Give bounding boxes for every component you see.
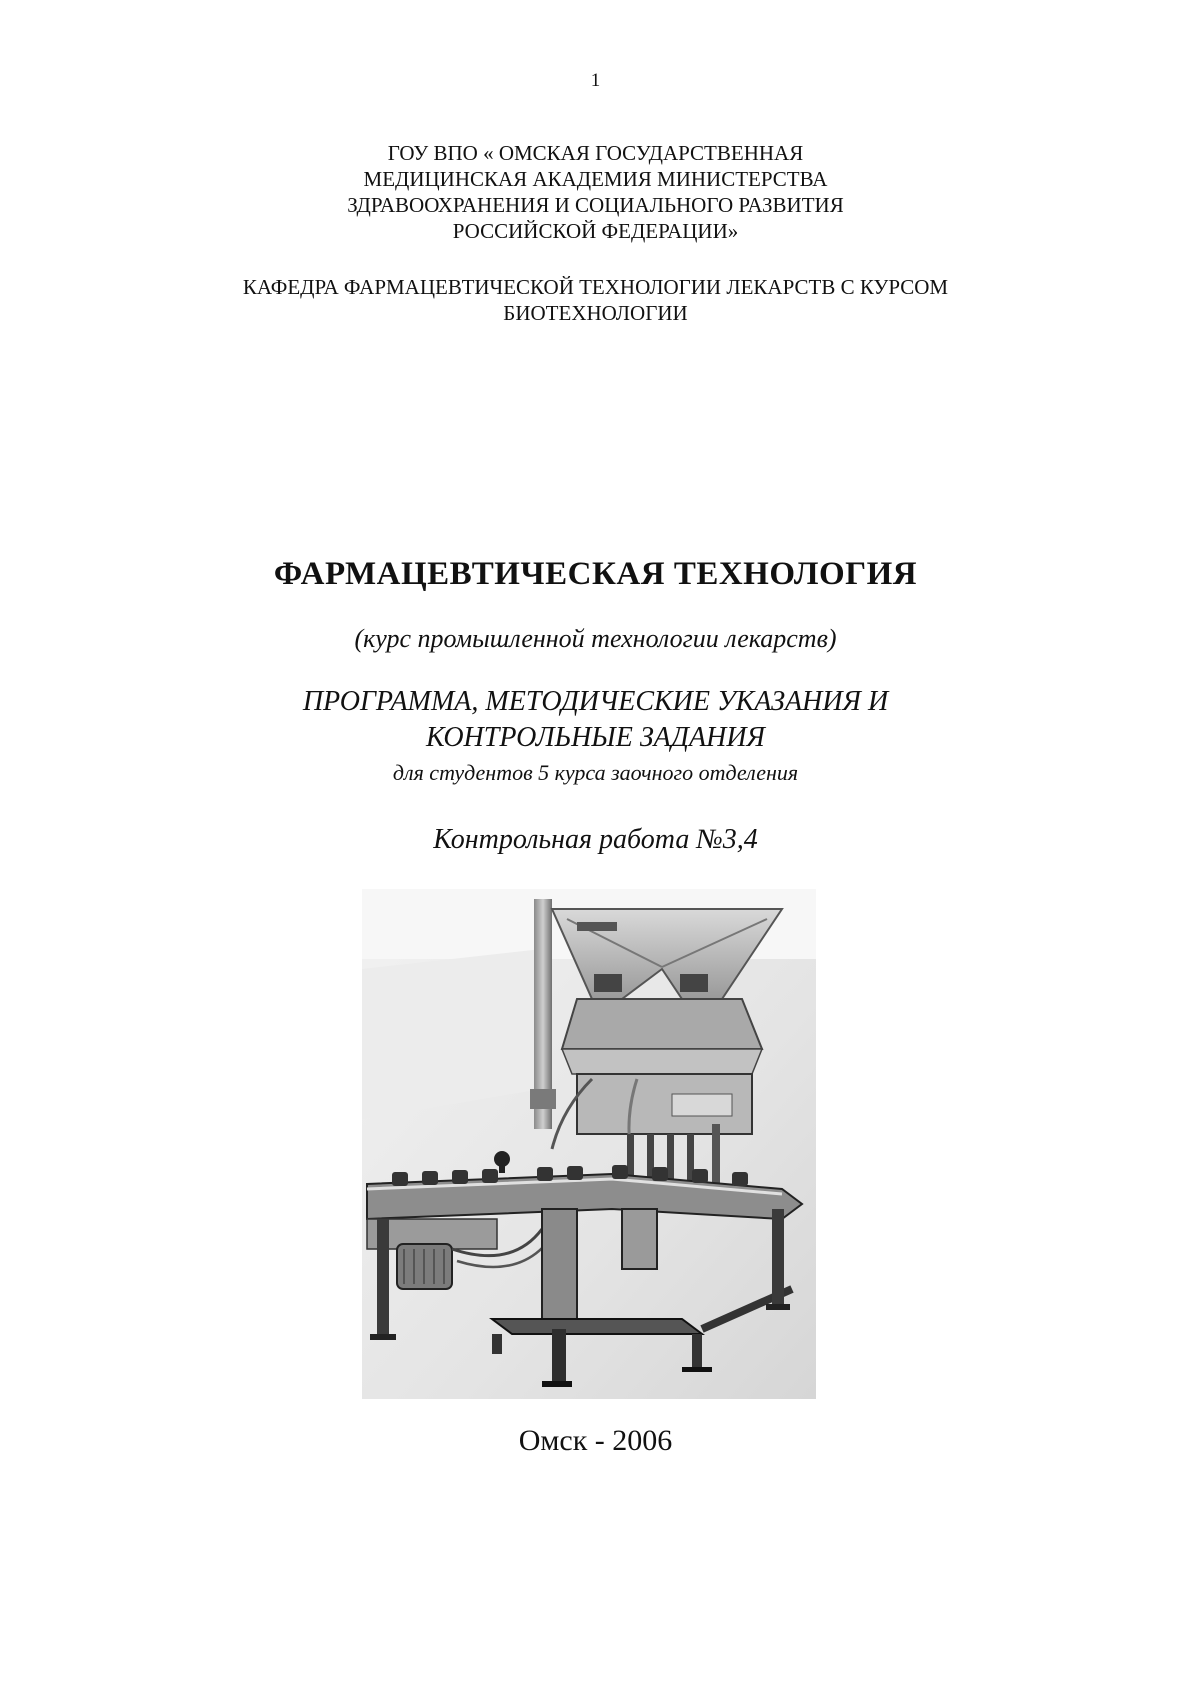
program-title-line-2: КОНТРОЛЬНЫЕ ЗАДАНИЯ xyxy=(426,722,765,753)
main-title: ФАРМАЦЕВТИЧЕСКАЯ ТЕХНОЛОГИЯ xyxy=(273,556,918,592)
institution-line-4: РОССИЙСКОЙ ФЕДЕРАЦИИ» xyxy=(452,219,739,243)
program-title-line-1: ПРОГРАММА, МЕТОДИЧЕСКИЕ УКАЗАНИЯ И xyxy=(302,686,889,717)
city-year: Омск - 2006 xyxy=(518,1424,673,1457)
department-header xyxy=(0,274,1191,326)
program-title xyxy=(0,684,1191,756)
department-line-2: БИОТЕХНОЛОГИИ xyxy=(503,301,688,325)
page-number: 1 xyxy=(590,70,601,91)
institution-line-2: МЕДИЦИНСКАЯ АКАДЕМИЯ МИНИСТЕРСТВА xyxy=(363,167,828,191)
work-number: Контрольная работа №3,4 xyxy=(433,824,758,855)
department-line-1: КАФЕДРА ФАРМАЦЕВТИЧЕСКОЙ ТЕХНОЛОГИИ ЛЕКАРСТВ С КУРСОМ xyxy=(242,275,949,299)
filling-machine-photo xyxy=(362,889,816,1399)
institution-header xyxy=(0,140,1191,244)
institution-line-3: ЗДРАВООХРАНЕНИЯ И СОЦИАЛЬНОГО РАЗВИТИЯ xyxy=(347,193,844,217)
audience-note: для студентов 5 курса заочного отделения xyxy=(392,760,799,785)
course-subtitle: (курс промышленной технологии лекарств) xyxy=(354,624,837,653)
institution-line-1: ГОУ ВПО « ОМСКАЯ ГОСУДАРСТВЕННАЯ xyxy=(387,141,804,165)
